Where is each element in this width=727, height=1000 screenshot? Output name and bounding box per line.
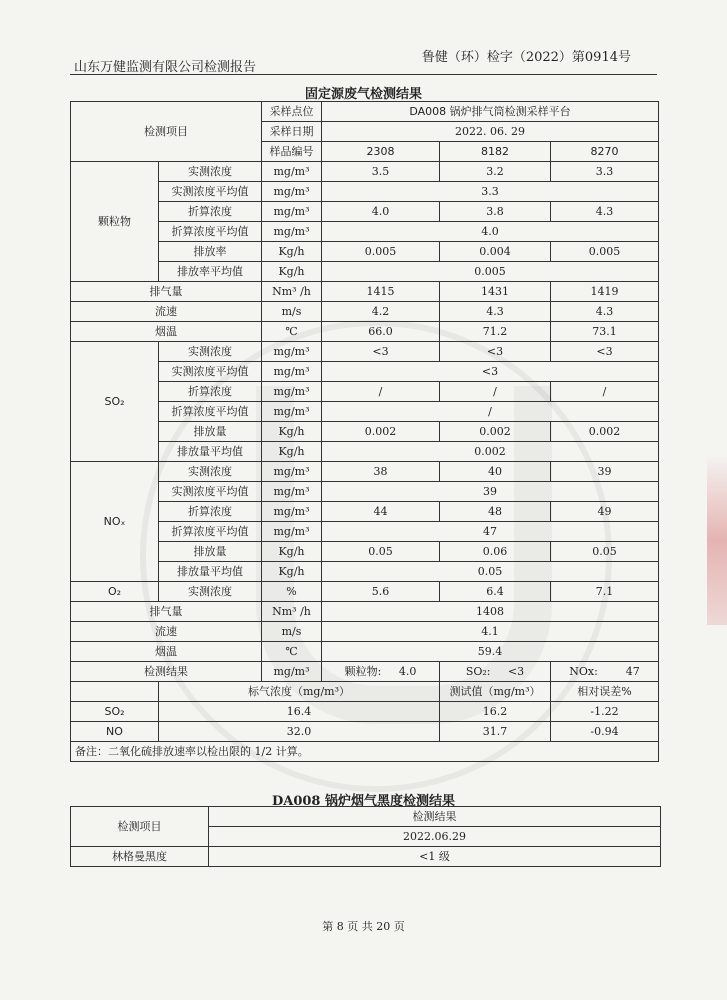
value-cell: 0.05 <box>551 542 659 562</box>
value-cell: 7.1 <box>551 582 659 602</box>
value-cell: <3 <box>322 342 440 362</box>
result-so2: SO₂: <3 <box>440 662 551 682</box>
unit-cell: Kg/h <box>262 262 322 282</box>
value-cell: 1431 <box>440 282 551 302</box>
calib-test: 16.2 <box>440 702 551 722</box>
unit-cell: ℃ <box>262 322 322 342</box>
calib-header-test: 测试值（mg/m³） <box>440 682 551 702</box>
table2-title: DA008 锅炉烟气黑度检测结果 <box>271 794 456 809</box>
unit-cell: mg/m³ <box>262 662 322 682</box>
unit-cell: Kg/h <box>262 542 322 562</box>
value-cell: 3.3 <box>551 162 659 182</box>
summary-param: 烟温 <box>71 642 262 662</box>
unit-cell: Nm³ /h <box>262 282 322 302</box>
exhaust-gas-table <box>70 101 659 762</box>
t2-item: 林格曼黑度 <box>71 847 209 867</box>
unit-cell: mg/m³ <box>262 162 322 182</box>
unit-cell: mg/m³ <box>262 462 322 482</box>
average-cell: 0.05 <box>322 562 659 582</box>
site-label: 采样点位 <box>262 102 322 122</box>
company-name: 山东万健监测有限公司检测报告 <box>74 60 257 75</box>
summary-param: 流速 <box>71 622 262 642</box>
t2-date: 2022.06.29 <box>209 827 661 847</box>
particulate-param: 实测浓度平均值 <box>159 182 262 202</box>
o2-group-label: O₂ <box>71 582 159 602</box>
value-cell: 0.005 <box>551 242 659 262</box>
unit-cell: mg/m³ <box>262 342 322 362</box>
value-cell: 4.3 <box>551 202 659 222</box>
t2-result-label: 检测结果 <box>209 807 661 827</box>
value-cell: 44 <box>322 502 440 522</box>
average-cell: 39 <box>322 482 659 502</box>
value-cell: 4.3 <box>440 302 551 322</box>
particulate-param: 排放率 <box>159 242 262 262</box>
unit-cell: mg/m³ <box>262 222 322 242</box>
calib-test: 31.7 <box>440 722 551 742</box>
average-cell: 4.0 <box>322 222 659 242</box>
value-cell: 0.06 <box>440 542 551 562</box>
flow-param: 烟温 <box>71 322 262 342</box>
calib-err: -1.22 <box>551 702 659 722</box>
value-cell: 38 <box>322 462 440 482</box>
calib-gas: NO <box>71 722 159 742</box>
value-cell: 49 <box>551 502 659 522</box>
sample-id: 8270 <box>551 142 659 162</box>
value-cell: 6.4 <box>440 582 551 602</box>
average-cell: 47 <box>322 522 659 542</box>
value-cell: 3.8 <box>440 202 551 222</box>
flow-param: 排气量 <box>71 282 262 302</box>
sample-id: 2308 <box>322 142 440 162</box>
table1-title: 固定源废气检测结果 <box>304 87 422 102</box>
value-cell: / <box>440 382 551 402</box>
result-nox: NOx: 47 <box>551 662 659 682</box>
unit-cell: mg/m³ <box>262 522 322 542</box>
value-cell: <3 <box>551 342 659 362</box>
page-footer: 第 8 页 共 20 页 <box>322 920 405 933</box>
summary-param: 排气量 <box>71 602 262 622</box>
report-number: 鲁健（环）检字（2022）第0914号 <box>421 50 631 65</box>
sample-label: 样品编号 <box>262 142 322 162</box>
calib-err: -0.94 <box>551 722 659 742</box>
value-cell: <3 <box>440 342 551 362</box>
flow-param: 流速 <box>71 302 262 322</box>
nox-param: 排放量 <box>159 542 262 562</box>
nox-param: 实测浓度 <box>159 462 262 482</box>
summary-value: 1408 <box>322 602 659 622</box>
summary-value: 59.4 <box>322 642 659 662</box>
calib-gas: SO₂ <box>71 702 159 722</box>
value-cell: 4.3 <box>551 302 659 322</box>
particulate-param: 折算浓度平均值 <box>159 222 262 242</box>
value-cell: 1419 <box>551 282 659 302</box>
unit-cell: mg/m³ <box>262 482 322 502</box>
calib-header-err: 相对误差% <box>551 682 659 702</box>
value-cell: 40 <box>440 462 551 482</box>
value-cell: 0.002 <box>322 422 440 442</box>
value-cell: 0.05 <box>322 542 440 562</box>
header-rule <box>70 74 657 75</box>
value-cell: 39 <box>551 462 659 482</box>
unit-cell: mg/m³ <box>262 202 322 222</box>
average-cell: <3 <box>322 362 659 382</box>
nox-param: 折算浓度平均值 <box>159 522 262 542</box>
site-value: DA008 锅炉排气筒检测采样平台 <box>322 102 659 122</box>
particulate-param: 实测浓度 <box>159 162 262 182</box>
so2-param: 排放量平均值 <box>159 442 262 462</box>
nox-param: 实测浓度平均值 <box>159 482 262 502</box>
unit-cell: Nm³ /h <box>262 602 322 622</box>
unit-cell: mg/m³ <box>262 182 322 202</box>
value-cell: 0.002 <box>551 422 659 442</box>
so2-param: 折算浓度 <box>159 382 262 402</box>
value-cell: 1415 <box>322 282 440 302</box>
unit-cell: Kg/h <box>262 442 322 462</box>
value-cell: 0.005 <box>322 242 440 262</box>
nox-param: 折算浓度 <box>159 502 262 522</box>
value-cell: 71.2 <box>440 322 551 342</box>
unit-cell: mg/m³ <box>262 402 322 422</box>
so2-param: 折算浓度平均值 <box>159 402 262 422</box>
value-cell: / <box>322 382 440 402</box>
value-cell: 3.2 <box>440 162 551 182</box>
value-cell: 66.0 <box>322 322 440 342</box>
summary-value: 4.1 <box>322 622 659 642</box>
unit-cell: Kg/h <box>262 422 322 442</box>
nox-param: 排放量平均值 <box>159 562 262 582</box>
so2-group-label: SO₂ <box>71 342 159 462</box>
so2-param: 实测浓度 <box>159 342 262 362</box>
note-text: 备注：二氧化硫排放速率以检出限的 1/2 计算。 <box>71 742 659 762</box>
particulate-param: 折算浓度 <box>159 202 262 222</box>
unit-cell: m/s <box>262 302 322 322</box>
value-cell: 3.5 <box>322 162 440 182</box>
so2-param: 实测浓度平均值 <box>159 362 262 382</box>
o2-param: 实测浓度 <box>159 582 262 602</box>
date-value: 2022. 06. 29 <box>322 122 659 142</box>
unit-cell: mg/m³ <box>262 362 322 382</box>
particulate-group-label: 颗粒物 <box>71 162 159 282</box>
unit-cell: ℃ <box>262 642 322 662</box>
calib-std: 16.4 <box>159 702 440 722</box>
result-pm: 颗粒物: 4.0 <box>322 662 440 682</box>
average-cell: 3.3 <box>322 182 659 202</box>
calib-std: 32.0 <box>159 722 440 742</box>
date-label: 采样日期 <box>262 122 322 142</box>
value-cell: 0.002 <box>440 422 551 442</box>
t2-value: <1 级 <box>209 847 661 867</box>
sample-id: 8182 <box>440 142 551 162</box>
average-cell: 0.002 <box>322 442 659 462</box>
unit-cell: Kg/h <box>262 562 322 582</box>
unit-cell: Kg/h <box>262 242 322 262</box>
value-cell: 4.0 <box>322 202 440 222</box>
average-cell: 0.005 <box>322 262 659 282</box>
average-cell: / <box>322 402 659 422</box>
t2-item-label: 检测项目 <box>71 807 209 847</box>
unit-cell: m/s <box>262 622 322 642</box>
value-cell: 4.2 <box>322 302 440 322</box>
value-cell: 48 <box>440 502 551 522</box>
nox-group-label: NOₓ <box>71 462 159 582</box>
value-cell: 0.004 <box>440 242 551 262</box>
result-label: 检测结果 <box>71 662 262 682</box>
value-cell: / <box>551 382 659 402</box>
value-cell: 5.6 <box>322 582 440 602</box>
unit-cell: mg/m³ <box>262 502 322 522</box>
red-seal-stamp <box>707 455 727 625</box>
calib-header-std: 标气浓度（mg/m³） <box>159 682 440 702</box>
so2-param: 排放量 <box>159 422 262 442</box>
blackness-table <box>70 806 661 867</box>
item-label: 检测项目 <box>71 102 262 162</box>
particulate-param: 排放率平均值 <box>159 262 262 282</box>
value-cell: 73.1 <box>551 322 659 342</box>
calib-blank <box>71 682 159 702</box>
unit-cell: % <box>262 582 322 602</box>
unit-cell: mg/m³ <box>262 382 322 402</box>
